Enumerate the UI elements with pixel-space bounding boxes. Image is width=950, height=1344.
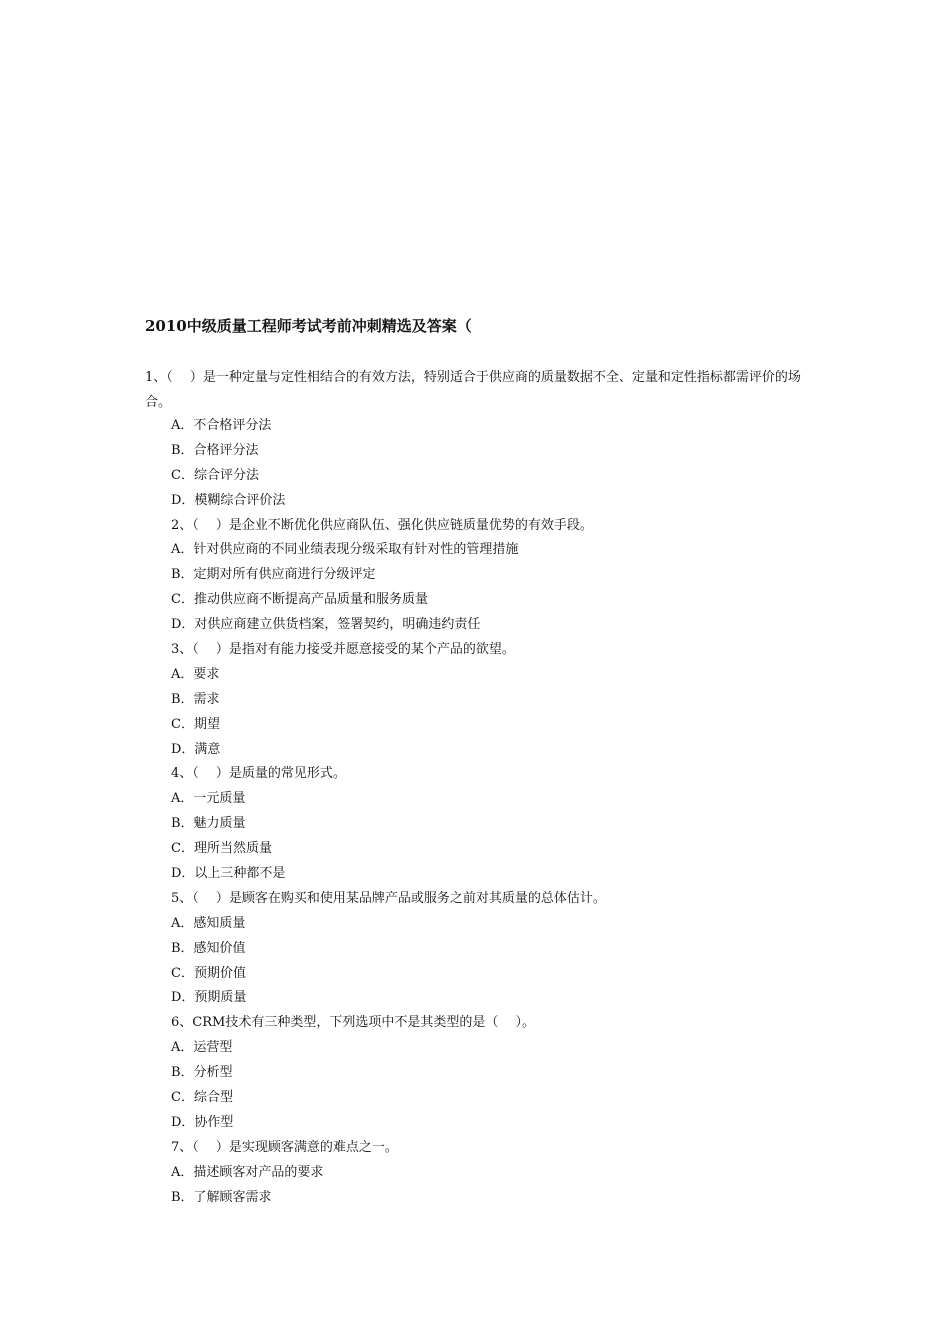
option-3a: A．要求 [171,666,220,682]
option-5c: C．预期价值 [171,965,246,981]
option-1c: C．综合评分法 [171,467,259,483]
option-4d: D．以上三种都不是 [171,866,286,882]
question-5: 5、（ ）是顾客在购买和使用某品牌产品或服务之前对其质量的总体估计。 [171,890,606,906]
option-7b: B．了解顾客需求 [171,1189,272,1205]
question-list [171,414,606,1211]
option-2a: A．针对供应商的不同业绩表现分级采取有针对性的管理措施 [171,542,519,558]
option-6c: C．综合型 [171,1090,233,1106]
question-4: 4、（ ）是质量的常见形式。 [171,766,346,782]
option-5b: B．感知价值 [171,940,246,956]
option-2c: C．推动供应商不断提高产品质量和服务质量 [171,592,428,608]
question-6: 6、CRM技术有三种类型，下列选项中不是其类型的是（ ）。 [171,1015,535,1031]
option-6a: A．运营型 [171,1040,233,1056]
option-1a: A．不合格评分法 [171,418,272,433]
option-1d: D．模糊综合评价法 [171,492,286,508]
option-6b: B．分析型 [171,1065,233,1081]
question-2: 2、（ ）是企业不断优化供应商队伍、强化供应链质量优势的有效手段。 [171,517,593,533]
option-7a: A．描述顾客对产品的要求 [171,1164,324,1180]
option-3d: D．满意 [171,741,221,757]
option-4a: A．一元质量 [171,791,246,807]
option-6d: D．协作型 [171,1114,234,1130]
document-title: 2010中级质量工程师考试考前冲刺精选及答案（ [145,317,472,335]
option-1b: B．合格评分法 [171,442,259,458]
option-2d: D．对供应商建立供货档案，签署契约，明确违约责任 [171,617,481,633]
option-5d: D．预期质量 [171,990,247,1006]
option-2b: B．定期对所有供应商进行分级评定 [171,567,376,583]
option-4b: B．魅力质量 [171,816,246,832]
option-4c: C．理所当然质量 [171,841,272,857]
question-7: 7、（ ）是实现顾客满意的难点之一。 [171,1139,398,1155]
question-1: 1、（ ）是一种定量与定性相结合的有效方法，特别适合于供应商的质量数据不全、定量和定性指标都需评价的场合。 [145,370,801,410]
option-3c: C．期望 [171,716,220,732]
option-3b: B．需求 [171,691,220,707]
question-3: 3、（ ）是指对有能力接受并愿意接受的某个产品的欲望。 [171,642,515,658]
option-5a: A．感知质量 [171,915,246,931]
